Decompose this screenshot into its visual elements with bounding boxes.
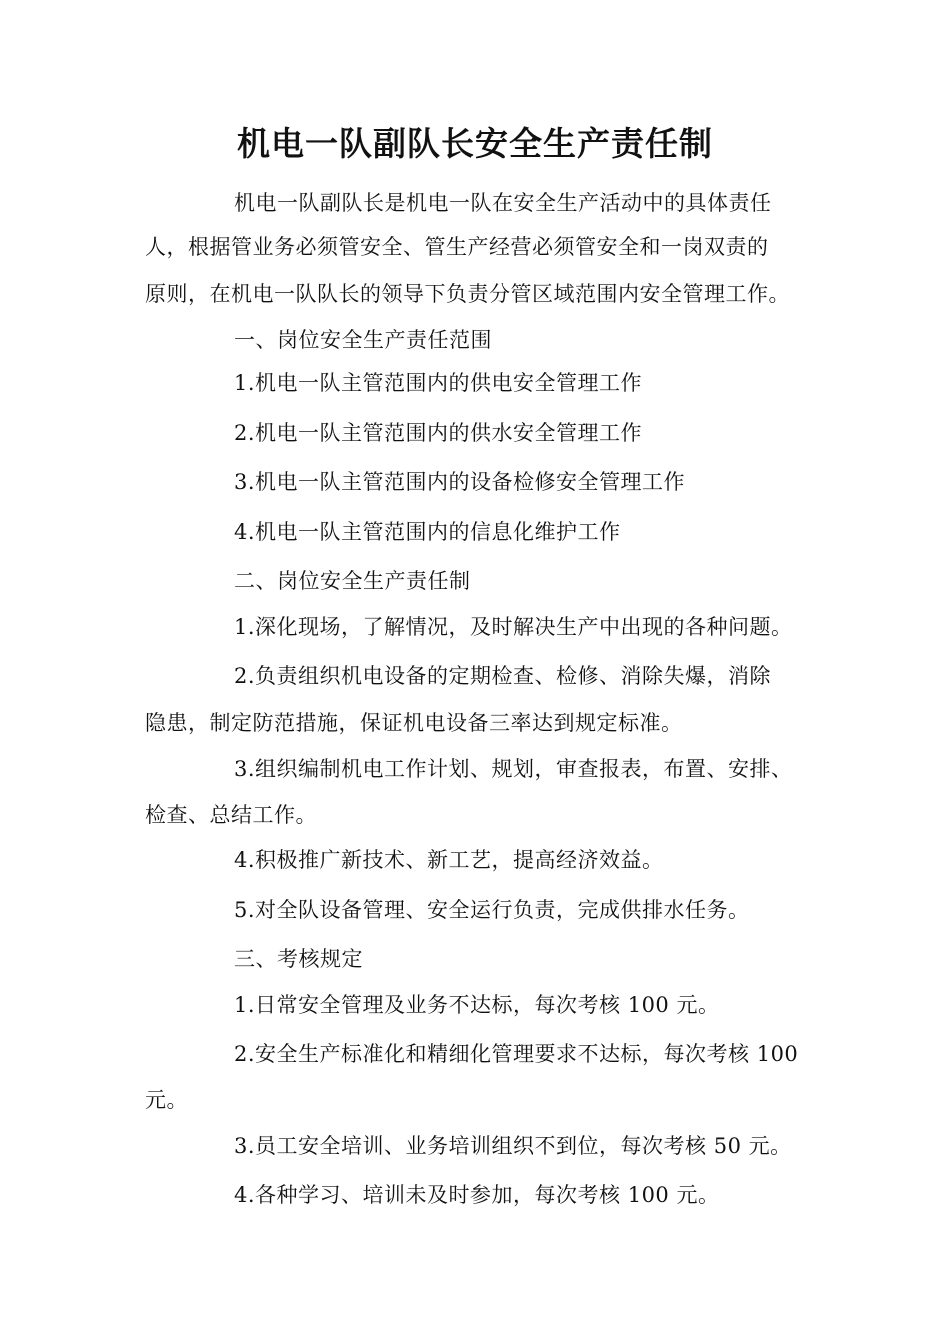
- section2-item-2-line-1: 2.负责组织机电设备的定期检查、检修、消除失爆，消除: [234, 664, 772, 688]
- section3-item-2-line-1: 2.安全生产标准化和精细化管理要求不达标，每次考核 100: [234, 1042, 799, 1066]
- section1-item-2: 2.机电一队主管范围内的供水安全管理工作: [234, 421, 643, 445]
- section3-item-1: 1.日常安全管理及业务不达标，每次考核 100 元。: [234, 993, 720, 1017]
- intro-line-1: 机电一队副队长是机电一队在安全生产活动中的具体责任: [234, 191, 772, 215]
- section2-item-2-line-2: 隐患，制定防范措施，保证机电设备三率达到规定标准。: [145, 711, 683, 735]
- intro-line-2: 人，根据管业务必须管安全、管生产经营必须管安全和一岗双责的: [145, 235, 769, 259]
- section2-item-4: 4.积极推广新技术、新工艺，提高经济效益。: [234, 848, 664, 872]
- section1-item-4: 4.机电一队主管范围内的信息化维护工作: [234, 520, 621, 544]
- section3-heading: 三、考核规定: [234, 947, 363, 971]
- intro-line-3: 原则，在机电一队队长的领导下负责分管区域范围内安全管理工作。: [145, 282, 790, 306]
- section2-item-1: 1.深化现场，了解情况，及时解决生产中出现的各种问题。: [234, 615, 793, 639]
- section2-heading: 二、岗位安全生产责任制: [234, 569, 471, 593]
- section3-item-4: 4.各种学习、培训未及时参加，每次考核 100 元。: [234, 1183, 720, 1207]
- section3-item-3: 3.员工安全培训、业务培训组织不到位，每次考核 50 元。: [234, 1134, 792, 1158]
- section1-heading: 一、岗位安全生产责任范围: [234, 328, 492, 352]
- section2-item-5: 5.对全队设备管理、安全运行负责，完成供排水任务。: [234, 898, 750, 922]
- section2-item-3-line-2: 检查、总结工作。: [145, 803, 317, 827]
- section1-item-1: 1.机电一队主管范围内的供电安全管理工作: [234, 371, 643, 395]
- section2-item-3-line-1: 3.组织编制机电工作计划、规划，审查报表，布置、安排、: [234, 757, 793, 781]
- document-title: 机电一队副队长安全生产责任制: [237, 124, 713, 163]
- section3-item-2-line-2: 元。: [145, 1088, 188, 1112]
- section1-item-3: 3.机电一队主管范围内的设备检修安全管理工作: [234, 470, 686, 494]
